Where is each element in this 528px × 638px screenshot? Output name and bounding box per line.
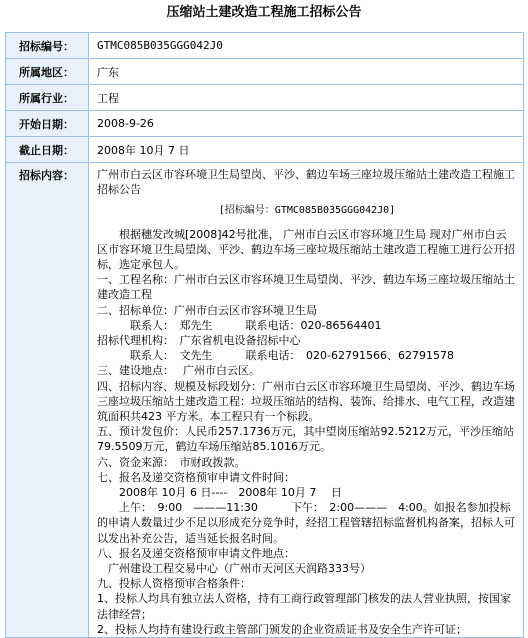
content-item-4: 四、招标内容、规模及标段划分：广州市白云区市容环境卫生局望岗、平沙、鹤边车场三座垃圾压缩站土建改造工程：垃圾压缩站的结构、装饰、给排水、电气工程，改造建筑面积共423 平方米。本工程只有一个标段。 bbox=[97, 379, 515, 424]
content-item-7: 七、报名及递交资格预审申请文件时间： bbox=[97, 470, 295, 484]
row-bid-no bbox=[6, 33, 524, 59]
region-label: 所属地区： bbox=[6, 59, 89, 85]
start-date-value: 2008-9-26 bbox=[89, 111, 524, 137]
bid-no-value: GTMC085B035GGG042J0 bbox=[89, 33, 524, 59]
content-item-6: 六、资金来源： 市财政拨款。 bbox=[97, 455, 246, 469]
content-agency-contact: 联系人： 文先生 联系电话： 020-62791566、62791578 bbox=[130, 349, 454, 363]
content-item-9-2: 2、投标人均持有建设行政主管部门颁发的企业资质证书及安全生产许可证； bbox=[97, 622, 467, 636]
content-item-1: 一、工程名称：广州市白云区市容环境卫生局望岗、平沙、鹤边车场三座垃圾压缩站土建改造工程 bbox=[97, 273, 515, 302]
region-value: 广东 bbox=[89, 59, 524, 85]
industry-value: 工程 bbox=[89, 85, 524, 111]
page-title: 压缩站土建改造工程施工招标公告 bbox=[166, 5, 362, 20]
content-item-7-dates: 2008年 10月 6 日---- 2008年 10月 7 日 bbox=[119, 486, 342, 500]
content-item-3: 三、建设地点： 广州市白云区。 bbox=[97, 364, 260, 378]
row-industry bbox=[6, 85, 524, 111]
start-date-label: 开始日期： bbox=[6, 111, 89, 137]
content-item-2: 二、招标单位：广州市白云区市容环境卫生局 bbox=[97, 303, 317, 317]
industry-label: 所属行业： bbox=[6, 85, 89, 111]
content-item-2-contact: 联系人： 郑先生 联系电话：020-86564401 bbox=[130, 318, 382, 332]
content-item-5: 五、预计发包价：人民币257.1736万元，其中望岗压缩站92.5212万元，平沙压缩站79.5509万元，鹤边车场压缩站85.1016万元。 bbox=[97, 425, 514, 454]
bid-no-label: 招标编号： bbox=[6, 33, 89, 59]
content-item-9: 九、投标人资格预审合格条件： bbox=[97, 577, 251, 591]
content-item-7-hours: 上午： 9:00 ———11:30 下午： 2:00——— 4:00。如报名参加投标的申请人数量过少不足以形成充分竞争时，经招工程管辖招标监督机构备案，招标人可以发出补充公告，适当延长报名时间。 bbox=[97, 501, 515, 545]
content-intro: 根据穗发改城[2008]42号批准， 广州市白云区市容环境卫生局 现对广州市白云区市容环境卫生局望岗、平沙、鹤边车场三座垃圾压缩站土建改造工程施工进行公开招标，选定承包人。 bbox=[97, 227, 515, 272]
content-body bbox=[89, 163, 524, 638]
row-end-date bbox=[6, 137, 524, 163]
content-item-8: 八、报名及递交资格预审申请文件地点： bbox=[97, 546, 295, 560]
content-bid-no: [招标编号：GTMC085B035GGG042J0] bbox=[218, 205, 396, 217]
end-date-label: 截止日期： bbox=[6, 137, 89, 163]
content-heading: 广州市白云区市容环境卫生局望岗、平沙、鹤边车场三座垃圾压缩站土建改造工程施工招标公告 bbox=[97, 168, 515, 197]
row-content bbox=[6, 163, 524, 638]
content-item-9-1: 1、投标人均具有独立法人资格，持有工商行政管理部门核发的法人营业执照，按国家法律经营； bbox=[97, 592, 511, 621]
content-label: 招标内容： bbox=[6, 163, 89, 638]
tender-info-table bbox=[5, 32, 524, 638]
content-item-8-place: 广州建设工程交易中心（广州市天河区天润路333号） bbox=[108, 562, 371, 576]
row-start-date bbox=[6, 111, 524, 137]
row-region bbox=[6, 59, 524, 85]
content-agency: 招标代理机构： 广东省机电设备招标中心 bbox=[97, 334, 301, 348]
end-date-value: 2008年 10月 7 日 bbox=[89, 137, 524, 163]
